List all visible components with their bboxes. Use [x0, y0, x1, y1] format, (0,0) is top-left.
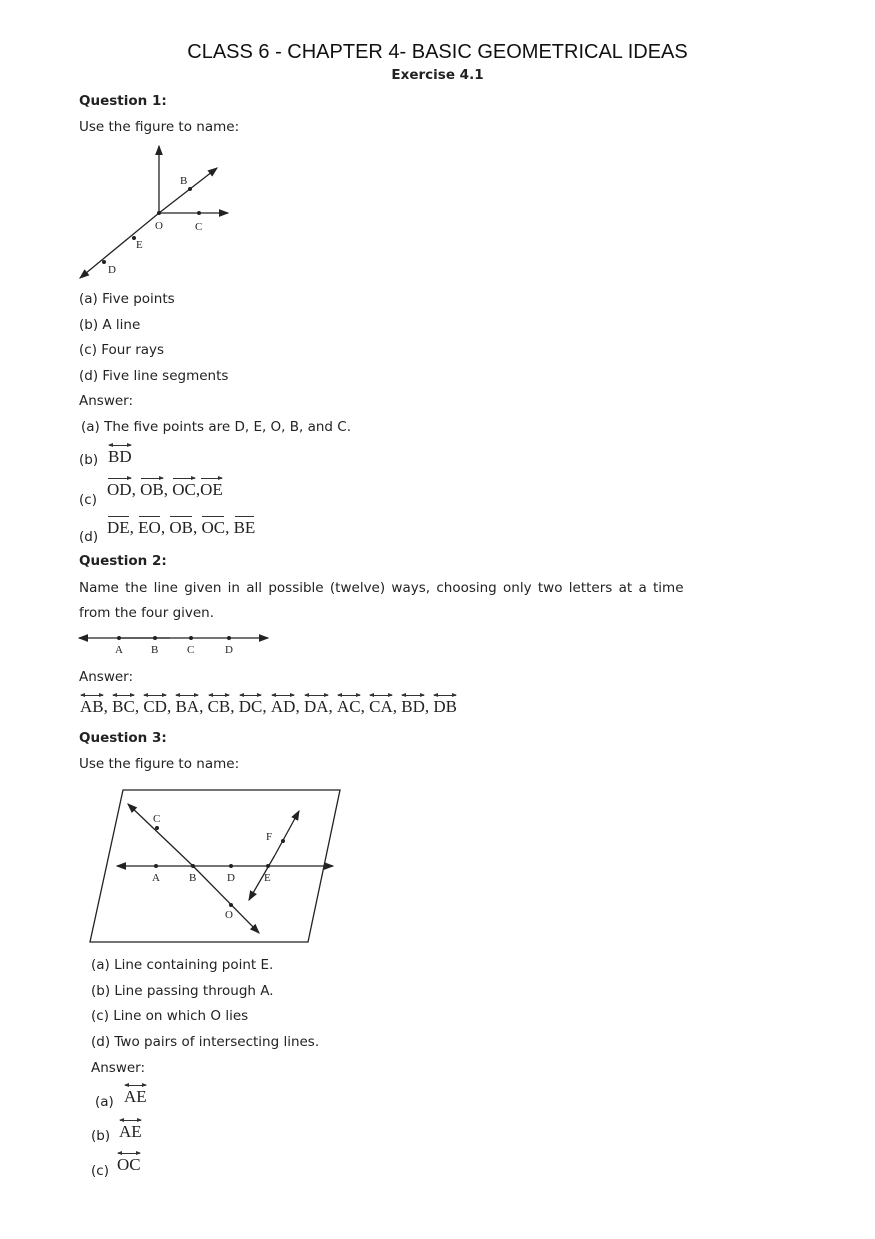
fig2-label: D	[225, 644, 233, 656]
figure-1	[80, 146, 228, 278]
fig2-label: A	[115, 644, 123, 656]
fig3-label: A	[152, 872, 160, 884]
q3-part-d: (d) Two pairs of intersecting lines.	[91, 1034, 320, 1050]
q3-answer-c: OC	[117, 1151, 141, 1175]
q2-prompt-line1: Name the line given in all possible (twelve) ways, choosing only two letters at a time	[79, 580, 684, 596]
q1-answer-a: (a) The five points are D, E, O, B, and C.	[81, 419, 352, 435]
fig3-label: C	[153, 813, 161, 825]
q3-part-b: (b) Line passing through A.	[91, 983, 274, 999]
line-notation: BD	[108, 443, 132, 467]
fig3-label: D	[227, 872, 235, 884]
q1-answer-c-label: (c)	[79, 492, 97, 508]
line-notation: CD	[143, 693, 167, 717]
question-1-prompt: Use the figure to name:	[79, 119, 240, 135]
fig2-label: B	[151, 644, 159, 656]
fig3-label: B	[189, 872, 197, 884]
fig1-label: C	[195, 221, 203, 233]
q3-prompt: Use the figure to name:	[79, 756, 240, 772]
q1-answer-b-label: (b)	[79, 452, 99, 468]
fig3-label: E	[264, 872, 271, 884]
q3-part-c: (c) Line on which O lies	[91, 1008, 249, 1024]
fig3-label: F	[266, 831, 273, 843]
q3-answer-a: AE	[124, 1083, 147, 1107]
line-notation: AD	[271, 693, 296, 717]
q3-answer-a-label: (a)	[95, 1094, 114, 1110]
q1-answer-d-label: (d)	[79, 529, 99, 545]
line-notation: CA	[369, 693, 393, 717]
q1-part-a: (a) Five points	[79, 291, 175, 307]
q1-part-b: (b) A line	[79, 317, 141, 333]
question-1-heading: Question 1:	[79, 93, 167, 109]
line-notation: AC	[337, 693, 361, 717]
q3-part-a: (a) Line containing point E.	[91, 957, 274, 973]
line-notation: DA	[304, 693, 329, 717]
fig3-label: O	[225, 909, 233, 921]
figure-2	[79, 636, 268, 640]
q1-part-c: (c) Four rays	[79, 342, 165, 358]
line-notation: CB	[208, 693, 231, 717]
q2-answers: AB, BC, CD, BA, CB, DC, AD, DA, AC, CA, BD, DB	[80, 693, 457, 717]
q1-answer-label: Answer:	[79, 393, 134, 409]
q3-answer-c-label: (c)	[91, 1163, 109, 1179]
question-3-heading: Question 3:	[79, 730, 167, 746]
q1-answer-d: DE, EO, OB, OC, BE	[107, 514, 255, 538]
exercise-subtitle: Exercise 4.1	[391, 67, 484, 83]
q2-answer-label: Answer:	[79, 669, 134, 685]
line-notation: BD	[401, 693, 425, 717]
line-notation: BA	[175, 693, 199, 717]
q1-answer-c: OD, OB, OC,OE	[107, 476, 223, 500]
fig1-label: O	[155, 220, 163, 232]
page-title: CLASS 6 - CHAPTER 4- BASIC GEOMETRICAL IDEAS	[187, 41, 688, 63]
line-notation: BC	[112, 693, 135, 717]
q3-answer-b: AE	[119, 1118, 142, 1142]
q2-prompt-line2: from the four given.	[79, 605, 215, 621]
line-notation: AB	[80, 693, 104, 717]
fig2-label: C	[187, 644, 195, 656]
q1-part-d: (d) Five line segments	[79, 368, 229, 384]
figure-3	[90, 790, 340, 942]
line-notation: DB	[433, 693, 457, 717]
fig1-label: B	[180, 175, 188, 187]
q1-answer-b	[108, 443, 132, 467]
fig1-label: D	[108, 264, 116, 276]
q3-answer-b-label: (b)	[91, 1128, 111, 1144]
question-2-heading: Question 2:	[79, 553, 167, 569]
q3-answer-label: Answer:	[91, 1060, 146, 1076]
line-notation: DC	[239, 693, 263, 717]
fig1-label: E	[136, 239, 143, 251]
